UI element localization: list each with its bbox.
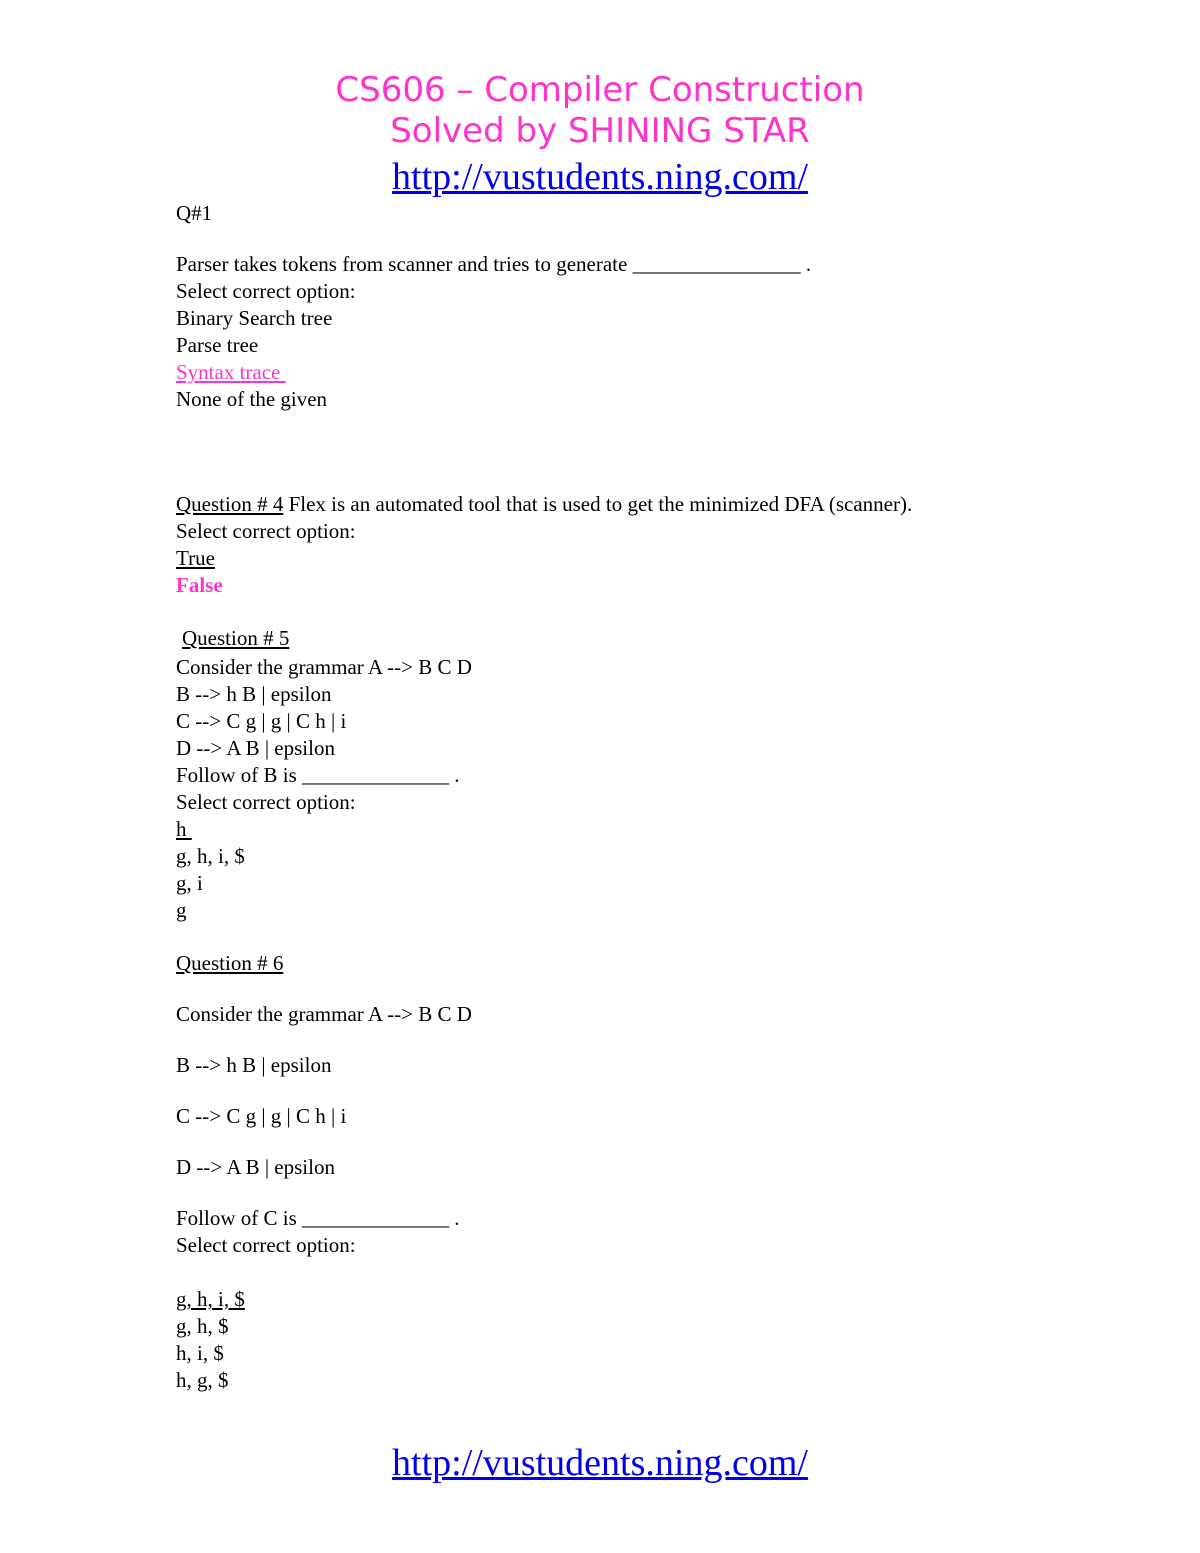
- q1-option-4: None of the given: [176, 387, 328, 411]
- q6-line-1: Consider the grammar A --> B C D: [176, 1002, 472, 1026]
- q4-option-1: True: [176, 546, 215, 570]
- q5-option-3: g, i: [176, 871, 203, 895]
- q4-text: Flex is an automated tool that is used to get the minimized DFA (scanner).: [283, 492, 913, 516]
- header-link[interactable]: http://vustudents.ning.com/: [392, 156, 808, 198]
- q5-line-3: C --> C g | g | C h | i: [176, 709, 347, 733]
- q5-option-4: g: [176, 898, 187, 922]
- q1-prompt: Select correct option:: [176, 279, 356, 303]
- q5-line-5: Follow of B is ______________ .: [176, 763, 460, 787]
- q6-option-4: h, g, $: [176, 1368, 229, 1392]
- q6-label: Question # 6: [176, 951, 284, 975]
- q1-label: Q#1: [176, 201, 213, 225]
- q4-option-2-answer: False: [176, 573, 223, 597]
- q5-line-1: Consider the grammar A --> B C D: [176, 655, 472, 679]
- q1-option-2: Parse tree: [176, 333, 259, 357]
- q6-option-1: g, h, i, $: [176, 1287, 245, 1311]
- q6-prompt: Select correct option:: [176, 1233, 356, 1257]
- q5-option-1: h: [176, 817, 192, 841]
- q6-option-3: h, i, $: [176, 1341, 224, 1365]
- q5-line-2: B --> h B | epsilon: [176, 682, 332, 706]
- q6-line-2: B --> h B | epsilon: [176, 1053, 332, 1077]
- q5-prompt: Select correct option:: [176, 790, 356, 814]
- q5-line-4: D --> A B | epsilon: [176, 736, 335, 760]
- q4-question: [176, 491, 912, 517]
- q1-text: Parser takes tokens from scanner and tries to generate ________________ .: [176, 252, 812, 276]
- q4-label: Question # 4: [176, 492, 284, 516]
- q5-label: Question # 5: [182, 626, 290, 650]
- q6-line-3: C --> C g | g | C h | i: [176, 1104, 347, 1128]
- doc-subtitle: Solved by SHINING STAR: [390, 111, 810, 151]
- doc-title: CS606 – Compiler Construction: [335, 70, 865, 110]
- q5-option-2: g, h, i, $: [176, 844, 245, 868]
- q6-option-2: g, h, $: [176, 1314, 229, 1338]
- q6-line-4: D --> A B | epsilon: [176, 1155, 335, 1179]
- q4-prompt: Select correct option:: [176, 519, 356, 543]
- footer-link[interactable]: http://vustudents.ning.com/: [392, 1442, 808, 1484]
- q1-option-1: Binary Search tree: [176, 306, 333, 330]
- q1-option-3-answer: Syntax trace: [176, 360, 286, 384]
- q6-line-5: Follow of C is ______________ .: [176, 1206, 460, 1230]
